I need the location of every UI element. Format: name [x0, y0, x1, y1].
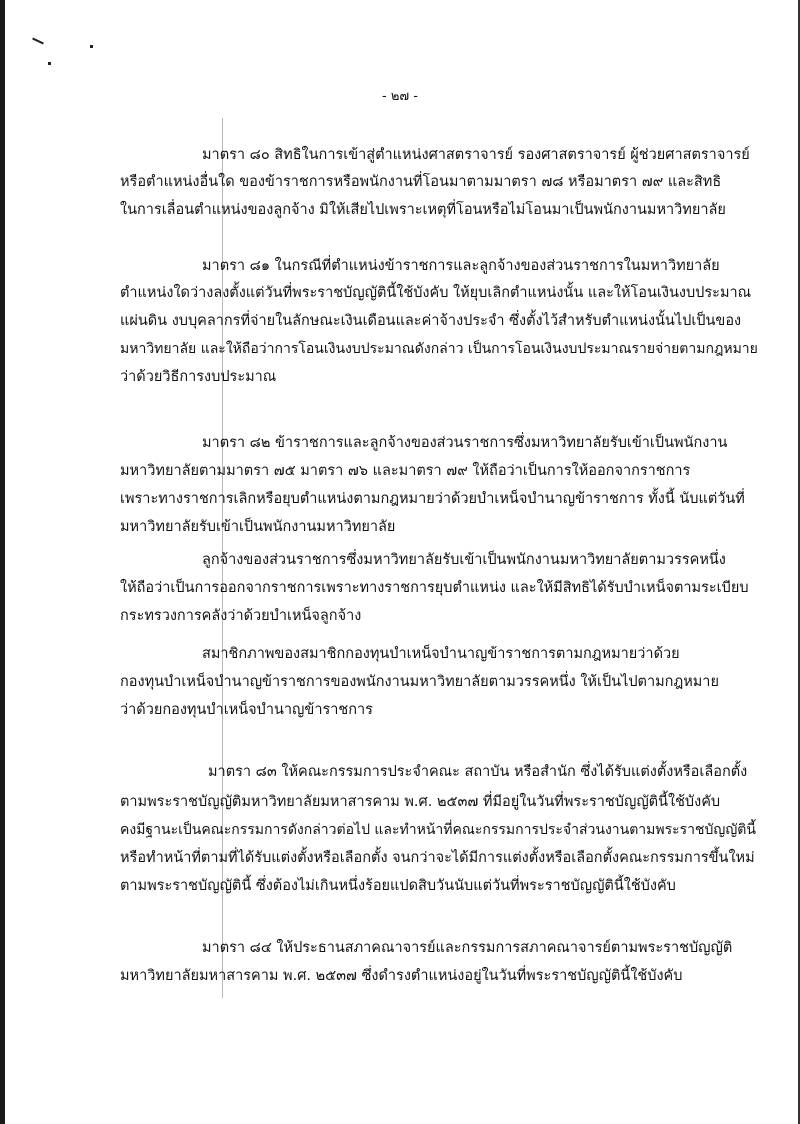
- scan-speck: [48, 62, 51, 65]
- section-82-line: กองทุนบำเหน็จบำนาญข้าราชการของพนักงานมหาวิทยาลัยตามวรรคหนึ่ง ให้เป็นไปตามกฎหมาย: [120, 674, 719, 690]
- section-82-line: ลูกจ้างของส่วนราชการซึ่งมหาวิทยาลัยรับเข้าเป็นพนักงานมหาวิทยาลัยตามวรรคหนึ่ง: [202, 552, 726, 568]
- section-83-line: มาตรา ๘๓ ให้คณะกรรมการประจำคณะ สถาบัน หรือสำนัก ซึ่งได้รับแต่งตั้งหรือเลือกตั้ง: [208, 764, 748, 780]
- section-82-line: ว่าด้วยกองทุนบำเหน็จบำนาญข้าราชการ: [120, 702, 373, 718]
- section-81-line: แผ่นดิน งบบุคลากรที่จ่ายในลักษณะเงินเดือนและค่าจ้างประจำ ซึ่งตั้งไว้สำหรับตำแหน่งนั้นไปเป็นของ: [120, 313, 742, 329]
- section-84-line: มหาวิทยาลัยมหาสารคาม พ.ศ. ๒๕๓๗ ซึ่งดำรงตำแหน่งอยู่ในวันที่พระราชบัญญัตินี้ใช้บังคับ: [120, 968, 683, 984]
- section-83-line: ตามพระราชบัญญัตินี้ ซึ่งต้องไม่เกินหนึ่งร้อยแปดสิบวันนับแต่วันที่พระราชบัญญัตินี้ใช้บังคับ: [120, 878, 676, 894]
- section-83-line: ตามพระราชบัญญัติมหาวิทยาลัยมหาสารคาม พ.ศ. ๒๕๓๗ ที่มีอยู่ในวันที่พระราชบัญญัตินี้ใช้บังคับ: [120, 794, 721, 810]
- section-82-line: เพราะทางราชการเลิกหรือยุบตำแหน่งตามกฎหมายว่าด้วยบำเหน็จบำนาญข้าราชการ ทั้งนี้ นับแต่วันที่: [120, 491, 745, 507]
- section-82-line: กระทรวงการคลังว่าด้วยบำเหน็จลูกจ้าง: [120, 608, 362, 624]
- section-83-line: คงมีฐานะเป็นคณะกรรมการดังกล่าวต่อไป และทำหน้าที่คณะกรรมการประจำส่วนงานตามพระราชบัญญัตินี้: [120, 822, 756, 838]
- section-81-line: มหาวิทยาลัย และให้ถือว่าการโอนเงินงบประมาณดังกล่าว เป็นการโอนเงินงบประมาณรายจ่ายตามกฎหมาย: [120, 341, 758, 357]
- section-81-line: ตำแหน่งใดว่างลงตั้งแต่วันที่พระราชบัญญัตินี้ใช้บังคับ ให้ยุบเลิกตำแหน่งนั้น และให้โอนเงินงบประมาณ: [120, 285, 752, 301]
- section-82-line: ให้ถือว่าเป็นการออกจากราชการเพราะทางราชการยุบตำแหน่ง และให้มีสิทธิได้รับบำเหน็จตามระเบียบ: [120, 580, 749, 596]
- section-83-line: หรือทำหน้าที่ตามที่ได้รับแต่งตั้งหรือเลือกตั้ง จนกว่าจะได้มีการแต่งตั้งหรือเลือกตั้งคณะกรรมการขึ้นใหม่: [120, 850, 755, 866]
- section-82-line: มาตรา ๘๒ ข้าราชการและลูกจ้างของส่วนราชการซึ่งมหาวิทยาลัยรับเข้าเป็นพนักงาน: [202, 435, 728, 451]
- section-80-line: หรือตำแหน่งอื่นใด ของข้าราชการหรือพนักงานที่โอนมาตามมาตรา ๗๘ หรือมาตรา ๗๙ และสิทธิ: [120, 174, 722, 190]
- section-81-line: ว่าด้วยวิธีการงบประมาณ: [120, 369, 277, 385]
- section-82-line: มหาวิทยาลัยตามมาตรา ๗๕ มาตรา ๗๖ และมาตรา ๗๙ ให้ถือว่าเป็นการให้ออกจากราชการ: [120, 463, 691, 479]
- section-82-line: มหาวิทยาลัยรับเข้าเป็นพนักงานมหาวิทยาลัย: [120, 519, 396, 535]
- section-84-line: มาตรา ๘๔ ให้ประธานสภาคณาจารย์และกรรมการสภาคณาจารย์ตามพระราชบัญญัติ: [202, 940, 733, 956]
- section-82-line: สมาชิกภาพของสมาชิกกองทุนบำเหน็จบำนาญข้าราชการตามกฎหมายว่าด้วย: [202, 646, 680, 662]
- scan-speck: [90, 45, 93, 48]
- scan-left-edge: [0, 0, 5, 1124]
- section-80-line: มาตรา ๘๐ สิทธิในการเข้าสู่ตำแหน่งศาสตราจารย์ รองศาสตราจารย์ ผู้ช่วยศาสตราจารย์: [202, 147, 750, 163]
- section-80-line: ในการเลื่อนตำแหน่งของลูกจ้าง มิให้เสียไปเพราะเหตุที่โอนหรือไม่โอนมาเป็นพนักงานมหาวิทยาลัย: [120, 202, 726, 218]
- section-81-line: มาตรา ๘๑ ในกรณีที่ตำแหน่งข้าราชการและลูกจ้างของส่วนราชการในมหาวิทยาลัย: [202, 258, 720, 274]
- scan-speck: [32, 38, 44, 45]
- page-number: - ๒๗ -: [382, 89, 418, 104]
